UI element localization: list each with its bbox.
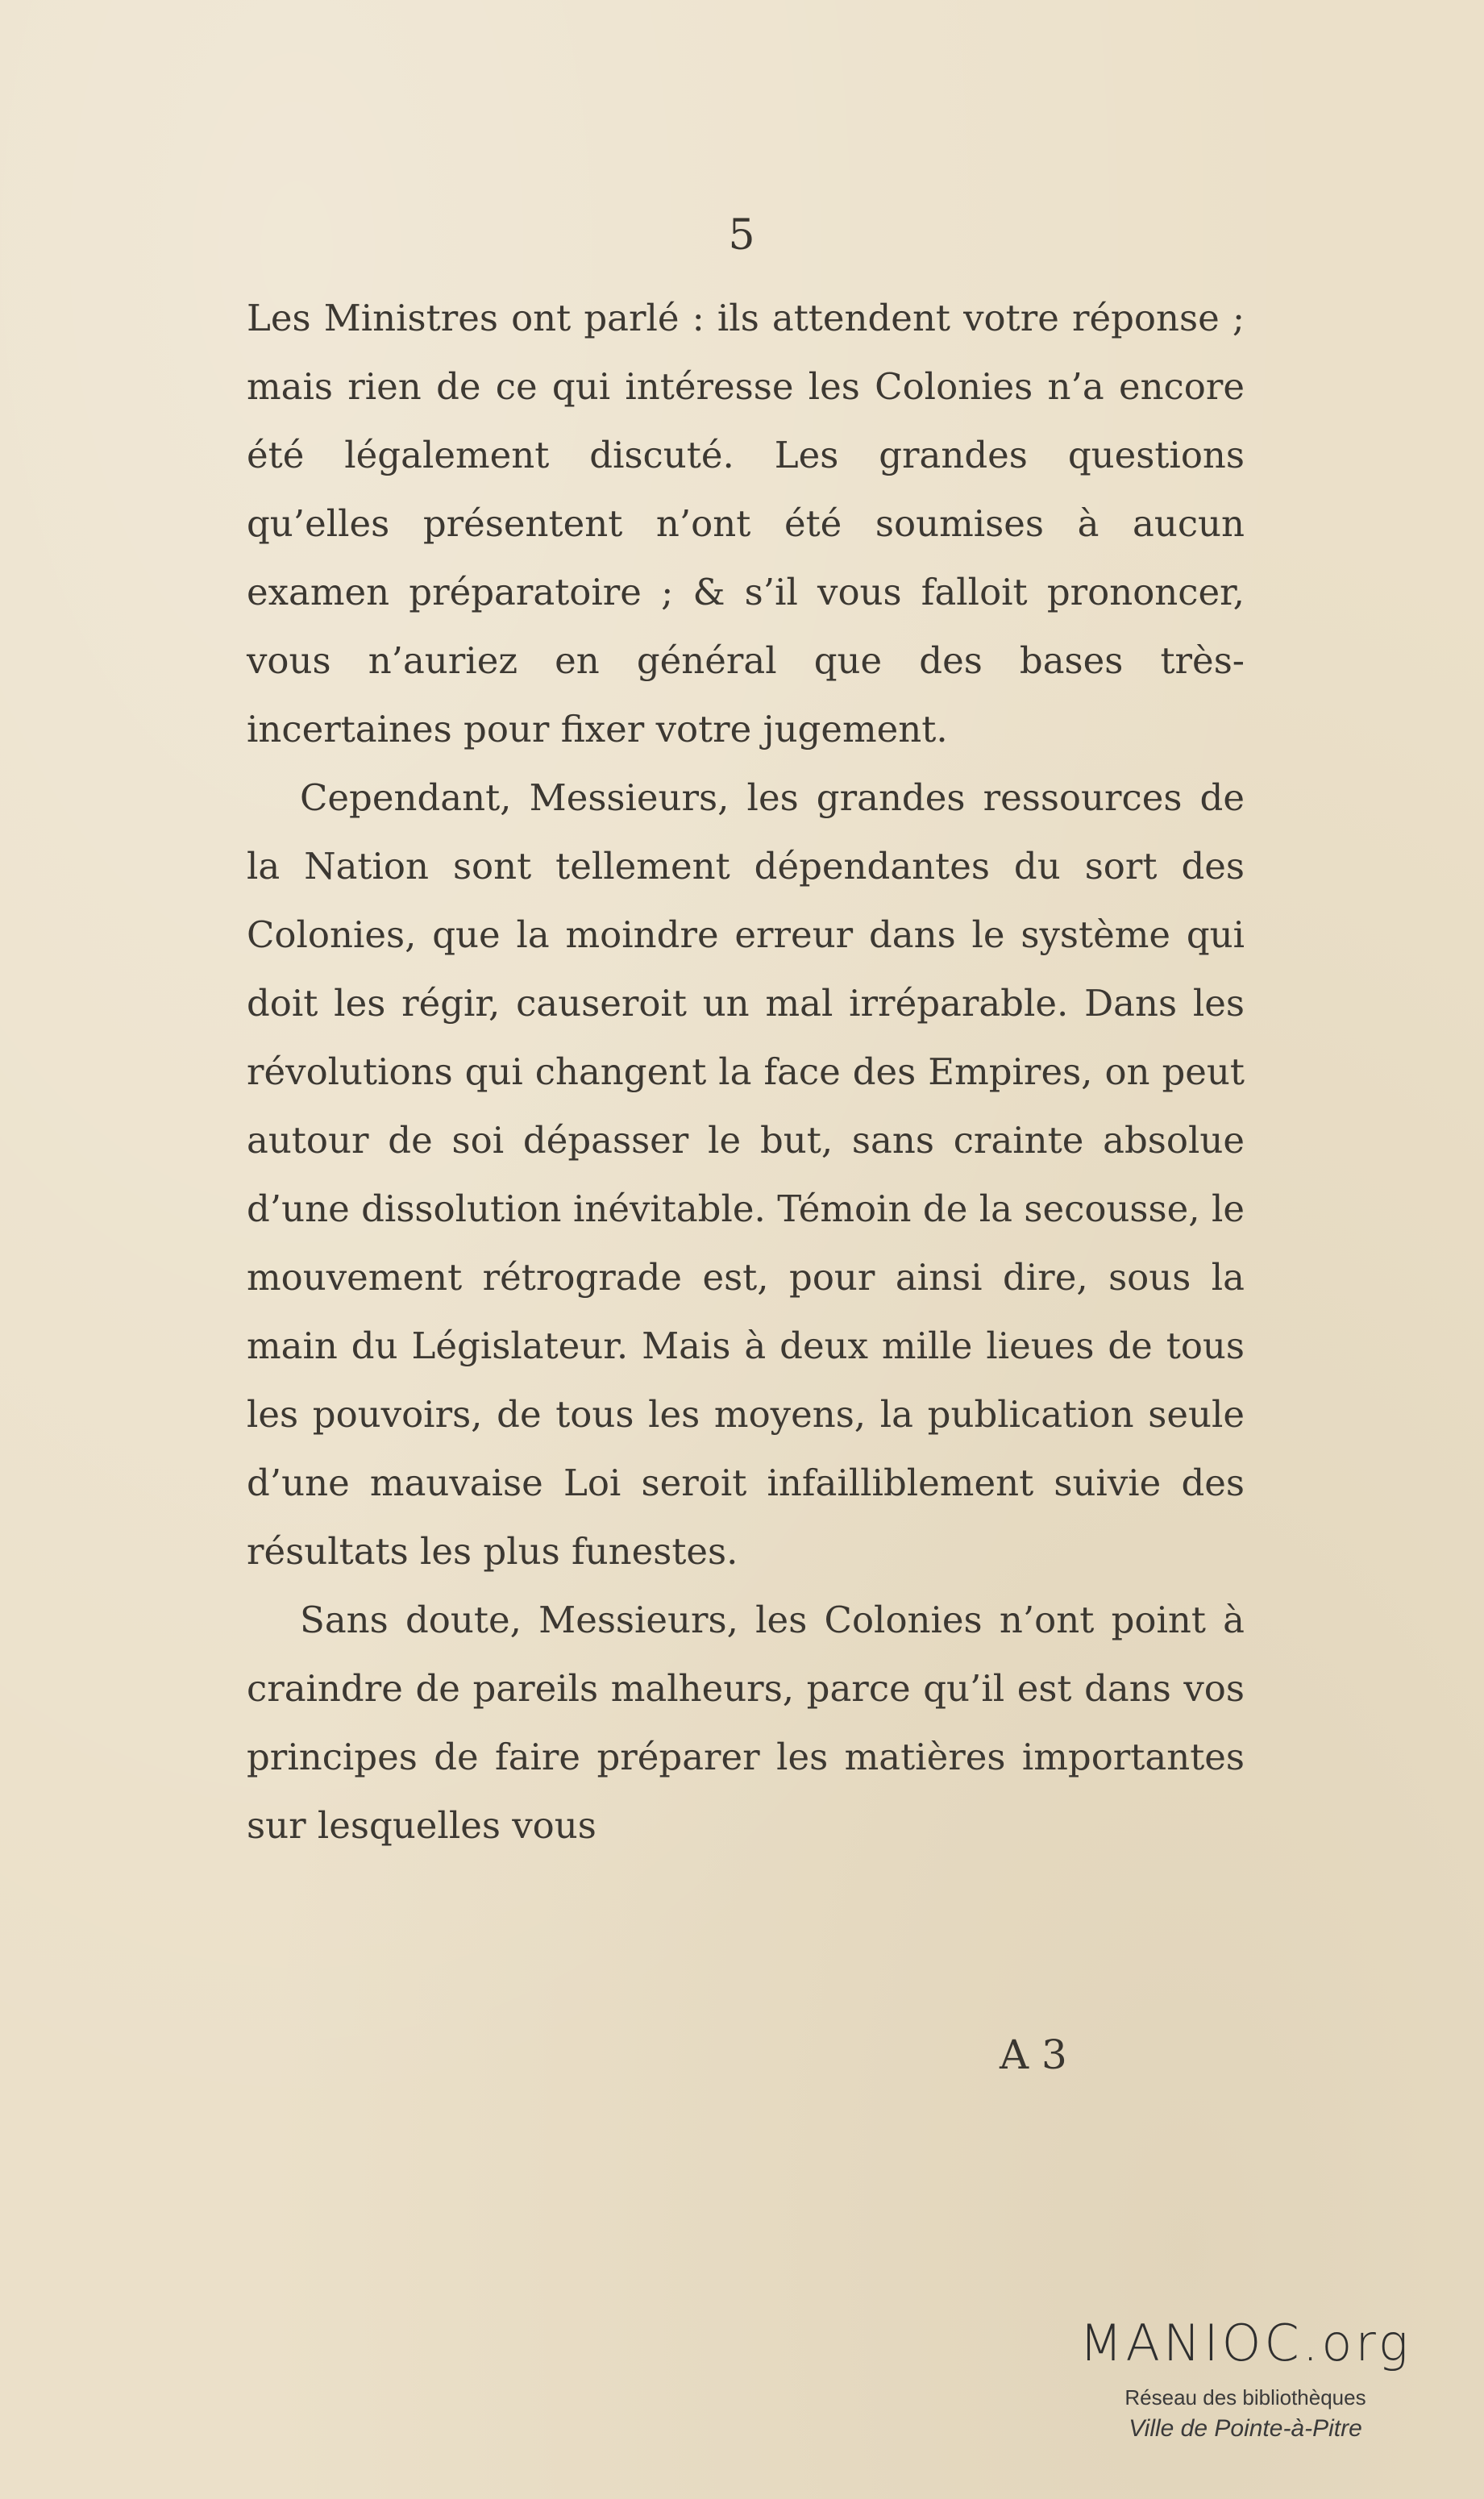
watermark-line-1: Réseau des bibliothèques xyxy=(1124,2385,1366,2410)
manioc-logo: MANIOC.org xyxy=(1079,2314,1411,2372)
watermark-line-2: Ville de Pointe-à-Pitre xyxy=(1129,2415,1362,2442)
paragraph-1: Les Ministres ont parlé : ils attendent votre réponse ; mais rien de ce qui intéresse les Colonies n’a encore été légalement discuté. Les grandes questions qu’elles présentent n’ont été soumises à aucun examen préparatoire ; & s’il vous falloit prononcer, vous n’auriez en général que des bases très-incertaines pour fixer votre jugement. xyxy=(247,297,1245,751)
manioc-watermark xyxy=(1064,2314,1427,2443)
paragraph-3: Sans doute, Messieurs, les Colonies n’ont point à craindre de pareils malheurs, parce qu’il est dans vos principes de faire préparer les matières importantes sur lesquelles vous xyxy=(247,1599,1245,1847)
body-text xyxy=(247,284,1245,1860)
signature-mark: A 3 xyxy=(1000,2031,1067,2078)
paragraph-2: Cependant, Messieurs, les grandes ressources de la Nation sont tellement dépendantes du sort des Colonies, que la moindre erreur dans le système qui doit les régir, causeroit un mal irréparable. Dans les révolutions qui changent la face des Empires, on peut autour de soi dépasser le but, sans crainte absolue d’une dissolution inévitable. Témoin de la secousse, le mouvement rétrograde est, pour ainsi dire, sous la main du Législateur. Mais à deux mille lieues de tous les pouvoirs, de tous les moyens, la publication seule d’une mauvaise Loi seroit infailliblement suivie des résultats les plus funestes. xyxy=(247,776,1245,1573)
page-number: 5 xyxy=(728,211,755,260)
